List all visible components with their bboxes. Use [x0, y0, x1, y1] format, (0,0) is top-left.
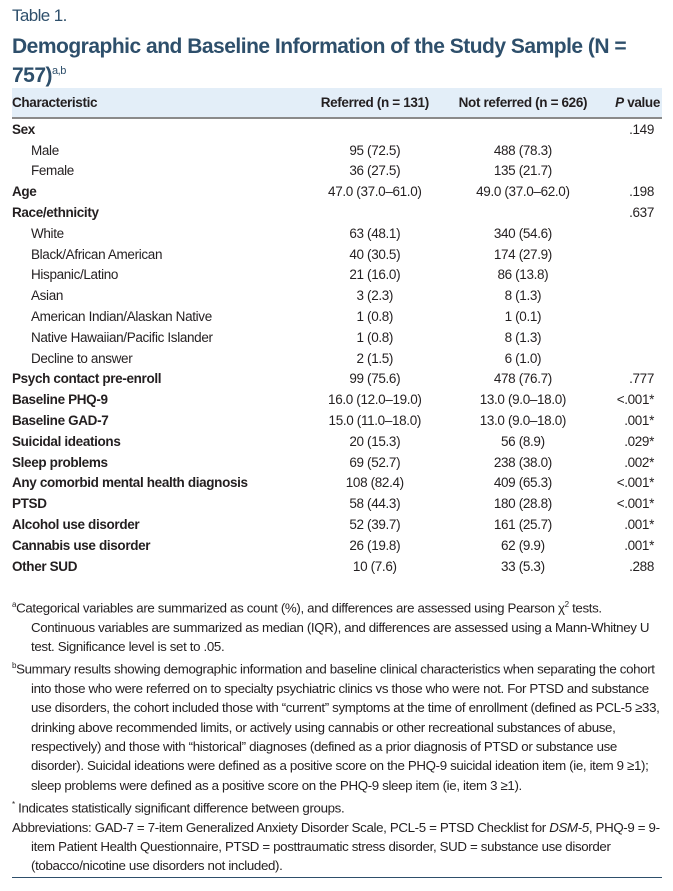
table-row [12, 244, 662, 265]
footnote-text: Summary results showing demographic information and baseline clinical characteristics when separating the cohort into those who were referred on to specialty psychiatric clinics vs those who were not. For PTSD and substance use disorders, the cohort included those with “current” symptoms at the time of enrollment (defined as PCL-5 ≥33, drinking above recommended limits, or actively using cannabis or other recreational substances of abuse, respectively) and those with “historical” diagnoses (defined as a prior diagnosis of PTSD or substance use disorder). Suicidal ideations were defined as a positive score on the PHQ-9 suicidal ideation item (ie, item 9 ≥1); sleep problems were defined as a positive score on the PHQ-9 sleep item (ie, item 3 ≥1). [16, 661, 660, 793]
col-p-value [603, 88, 662, 118]
not-referred-value: 13.0 (9.0–18.0) [479, 413, 567, 429]
footnote-text: Categorical variables are summarized as count (%), and differences are assessed using Pearson χ [16, 600, 565, 616]
row-label: Psych contact pre-enroll [12, 371, 162, 387]
p-value [603, 327, 662, 348]
p-value: <.001* [616, 392, 654, 408]
table-row [12, 202, 662, 223]
table-row [12, 431, 662, 452]
table-row [12, 140, 662, 161]
p-value: .198 [629, 184, 654, 200]
row-label: Decline to answer [31, 350, 133, 366]
referred-value: 10 (7.6) [352, 558, 397, 574]
footnote-mark: * [12, 799, 15, 809]
row-label: Age [12, 184, 37, 200]
footnote-text: Abbreviations: GAD-7 = 7-item Generalized Anxiety Disorder Scale, PCL-5 = PTSD Checklist for [12, 819, 550, 835]
row-label: Hispanic/Latino [31, 267, 119, 283]
referred-value: 1 (0.8) [356, 309, 394, 325]
not-referred-value: 49.0 (37.0–62.0) [476, 184, 570, 200]
superscript: 2 [564, 600, 569, 609]
p-value [603, 223, 662, 244]
row-label: Alcohol use disorder [12, 517, 140, 533]
table-title [12, 34, 662, 88]
not-referred-value: 62 (9.9) [501, 537, 545, 553]
not-referred-value: 340 (54.6) [493, 225, 552, 241]
referred-value: 63 (48.1) [349, 225, 401, 241]
referred-value: 21 (16.0) [349, 267, 401, 283]
not-referred-value: 1 (0.1) [504, 309, 542, 325]
table-row [12, 285, 662, 306]
footnote-abbreviations [12, 818, 662, 876]
value-label: value [627, 95, 660, 110]
header-row [12, 88, 662, 118]
footnote-text: , PHQ-9 = 9-item Patient Health Questionnaire, PTSD = posttraumatic stress disorder, SUD = substance use disorder (tobacco/nicotine use disorders not included). [31, 819, 660, 874]
footnotes [12, 595, 662, 875]
table-row [12, 223, 662, 244]
not-referred-value: 6 (1.0) [504, 350, 542, 366]
not-referred-value: 33 (5.3) [501, 558, 545, 574]
referred-value: 1 (0.8) [356, 329, 394, 345]
bottom-rule [12, 877, 662, 878]
row-label: PTSD [12, 496, 47, 512]
row-label: Any comorbid mental health diagnosis [12, 475, 248, 491]
table-row [12, 389, 662, 410]
referred-value: 2 (1.5) [356, 350, 394, 366]
not-referred-value: 180 (28.8) [493, 496, 552, 512]
not-referred-value [442, 202, 603, 223]
referred-value: 40 (30.5) [349, 246, 401, 262]
not-referred-value: 56 (8.9) [501, 433, 545, 449]
referred-value: 95 (72.5) [349, 142, 401, 158]
p-value [603, 265, 662, 286]
table-row [12, 493, 662, 514]
not-referred-value: 86 (13.8) [497, 267, 549, 283]
table-row [12, 306, 662, 327]
p-value: .637 [629, 205, 654, 221]
not-referred-value: 409 (65.3) [493, 475, 552, 491]
p-value: .001* [624, 517, 654, 533]
footnote-italic: DSM-5 [549, 819, 589, 835]
row-label: White [31, 225, 64, 241]
referred-value: 20 (15.3) [349, 433, 401, 449]
referred-value [307, 202, 442, 223]
row-label: Male [31, 142, 59, 158]
row-label: Baseline GAD-7 [12, 413, 109, 429]
p-value: <.001* [616, 496, 654, 512]
table-row [12, 265, 662, 286]
row-label: Native Hawaiian/Pacific Islander [31, 329, 213, 345]
row-label: Sleep problems [12, 454, 108, 470]
row-label: Other SUD [12, 558, 78, 574]
col-not-referred: Not referred (n = 626) [458, 95, 588, 110]
table-row [12, 410, 662, 431]
row-label: Cannabis use disorder [12, 537, 151, 553]
table-row [12, 161, 662, 182]
footnote-mark: b [12, 661, 17, 671]
row-label: American Indian/Alaskan Native [31, 309, 212, 325]
not-referred-value: 488 (78.3) [493, 142, 552, 158]
footnote-text: Indicates statistically significant difference between groups. [18, 800, 345, 816]
p-value [603, 140, 662, 161]
title-text: Demographic and Baseline Information of the Study Sample (N = 757) [12, 35, 627, 87]
p-value [603, 161, 662, 182]
table-label: Table 1. [12, 6, 67, 25]
table-row [12, 369, 662, 390]
row-label: Race/ethnicity [12, 205, 99, 221]
not-referred-value: 8 (1.3) [504, 329, 542, 345]
p-value: .777 [629, 371, 654, 387]
not-referred-value: 161 (25.7) [493, 517, 552, 533]
table-row [12, 118, 662, 140]
not-referred-value: 135 (21.7) [493, 163, 552, 179]
title-footnote-marks: a,b [52, 65, 66, 77]
p-value [603, 348, 662, 369]
table-row [12, 348, 662, 369]
p-value: .001* [624, 537, 654, 553]
not-referred-value: 174 (27.9) [493, 246, 552, 262]
not-referred-value [442, 118, 603, 140]
not-referred-value: 478 (76.7) [493, 371, 552, 387]
referred-value [307, 118, 442, 140]
footnote-star [12, 795, 662, 818]
p-value: .002* [624, 454, 654, 470]
not-referred-value: 8 (1.3) [504, 288, 542, 304]
table-row [12, 514, 662, 535]
p-value: <.001* [616, 475, 654, 491]
referred-value: 15.0 (11.0–18.0) [328, 413, 422, 429]
referred-value: 36 (27.5) [349, 163, 401, 179]
row-label: Black/African American [31, 246, 163, 262]
referred-value: 52 (39.7) [349, 517, 401, 533]
p-value: .288 [629, 558, 654, 574]
p-label: P [615, 95, 624, 110]
referred-value: 47.0 (37.0–61.0) [328, 184, 422, 200]
row-label: Sex [12, 121, 35, 137]
p-value [603, 306, 662, 327]
referred-value: 58 (44.3) [349, 496, 401, 512]
row-label: Asian [31, 288, 64, 304]
footnote-a [12, 595, 662, 656]
table-row [12, 556, 662, 577]
not-referred-value: 13.0 (9.0–18.0) [479, 392, 567, 408]
row-label: Female [31, 163, 74, 179]
referred-value: 3 (2.3) [356, 288, 394, 304]
table-row [12, 181, 662, 202]
not-referred-value: 238 (38.0) [493, 454, 552, 470]
p-value [603, 285, 662, 306]
table-row [12, 452, 662, 473]
p-value [603, 244, 662, 265]
p-value: .149 [629, 121, 654, 137]
referred-value: 16.0 (12.0–19.0) [328, 392, 422, 408]
data-table [12, 88, 662, 577]
table-row [12, 327, 662, 348]
referred-value: 69 (52.7) [349, 454, 401, 470]
referred-value: 26 (19.8) [349, 537, 401, 553]
col-characteristic: Characteristic [12, 95, 98, 110]
p-value: .029* [624, 433, 654, 449]
footnote-text: tests. Continuous variables are summarized as median (IQR), and differences are assessed using a Mann-Whitney U test. Significance level is set to .05. [31, 600, 650, 655]
footnote-b [12, 656, 662, 795]
row-label: Baseline PHQ-9 [12, 392, 108, 408]
footnote-mark: a [12, 600, 17, 609]
referred-value: 99 (75.6) [349, 371, 401, 387]
table-row [12, 535, 662, 556]
row-label: Suicidal ideations [12, 433, 121, 449]
p-value: .001* [624, 413, 654, 429]
col-referred: Referred (n = 131) [320, 95, 429, 110]
table-row [12, 473, 662, 494]
referred-value: 108 (82.4) [345, 475, 404, 491]
